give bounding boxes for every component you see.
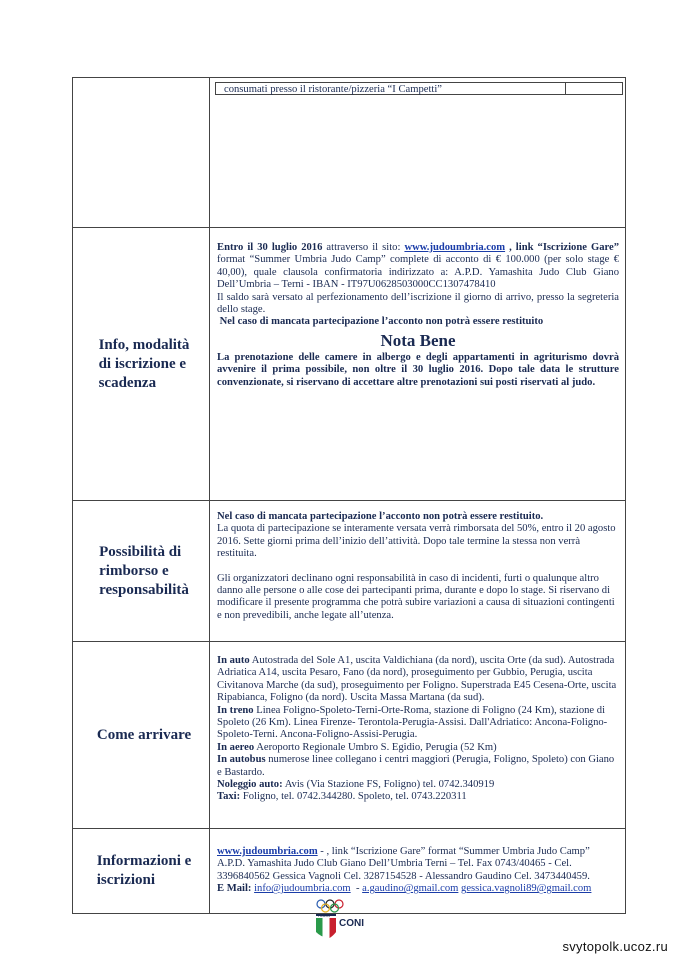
row-come-arrivare: [72, 642, 626, 829]
empty-cell: [565, 83, 622, 94]
paragraph-auto: In auto Autostrada del Sole A1, uscita Valdichiana (da nord), uscita Orte (da sud). Autostrada Adriatica A14, uscita Pesaro, Fano (da nord), proseguimento per Gubbio, Perugia, uscita Civitanova Marche (da sud), proseguimento per Foligno. Superstrada E45 Cesena-Orte, uscita Ripabianca, Foligno (da nord). Uscita Massa Martana (da sud).: [217, 655, 617, 704]
row-label: [73, 829, 210, 913]
judoumbria-link-2[interactable]: www.judoumbria.com: [217, 846, 318, 857]
row-label: [73, 501, 210, 641]
restaurant-box: [215, 82, 623, 95]
watermark: svytopolk.ucoz.ru: [562, 939, 668, 954]
paragraph-organizzatori: Gli organizzatori declinano ogni responsabilità in caso di incidenti, furti o qualunque altro danno alle persone o alle cose dei partecipanti prima, durante e dopo lo stage. Si riservano di modificare il presente programma che potrà subire variazioni a causa di situazioni contingenti e non prevedibili, anche legate all’utenza.: [217, 572, 615, 621]
label-info-iscrizione: Info, modalità di iscrizione e scadenza: [98, 336, 190, 391]
paragraph-taxi: Taxi: Foligno, tel. 0742.344280. Spoleto, tel. 0743.220311: [217, 791, 467, 803]
coni-country: ITALIA: [318, 913, 330, 918]
row-content: [211, 228, 625, 389]
row-rimborso: [72, 501, 626, 642]
row-content: [211, 829, 625, 896]
email-vagnoli-link[interactable]: gessica.vagnoli89@gmail.com: [461, 883, 592, 895]
paragraph-autobus: In autobus numerose linee collegano i centri maggiori (Perugia, Foligno, Spoleto) con Giano e Bastardo.: [217, 754, 615, 778]
paragraph-entro: Entro il 30 luglio 2016 attraverso il sito: www.judoumbria.com , link “Iscrizione Gare” format “Summer Umbria Judo Camp” complete di acconto di € 100.000 (per solo stage € 40,00), quale clausola confirmatoria indirizzato a: A.P.D. Yamashita Judo Club Giano Dell’Umbria – Terni - IBAN - IT97U0628503000CC1307478410: [217, 242, 620, 291]
label-informazioni: Informazioni e iscrizioni: [96, 853, 192, 888]
paragraph-prenotazione: La prenotazione delle camere in albergo e degli appartamenti in agriturismo dovrà avvenire il prima possibile, non oltre il 30 luglio 2016. Dopo tale data le strutture convenzionate, si riservano di accettare altre prenotazioni sui posti riservati al judo.: [217, 351, 619, 388]
row-label-empty: [73, 78, 210, 227]
paragraph-acconto: Nel caso di mancata partecipazione l’acconto non potrà essere restituito: [217, 316, 544, 328]
email-info-link[interactable]: info@judoumbria.com: [254, 883, 351, 895]
email-gaudino-link[interactable]: a.gaudino@gmail.com: [362, 883, 459, 895]
row-content: [211, 642, 625, 804]
coni-text: CONI: [339, 918, 364, 929]
paragraph-saldo: Il saldo sarà versato al perfezionamento dell’iscrizione il giorno di arrivo, presso la segreteria dello stage.: [217, 291, 619, 316]
paragraph-acconto-2: Nel caso di mancata partecipazione l’acconto non potrà essere restituito.: [217, 511, 544, 522]
paragraph-aereo: In aereo Aeroporto Regionale Umbro S. Egidio, Perugia (52 Km): [217, 741, 497, 753]
nota-bene-heading: Nota Bene: [380, 330, 456, 350]
judoumbria-link[interactable]: www.judoumbria.com: [404, 242, 506, 253]
row-content: [211, 501, 625, 622]
paragraph-quota: La quota di partecipazione se interamente versata verrà rimborsata del 50%, entro il 20 agosto 2016. Sette giorni prima dell’inizio dell’attività. Dopo tale termine la stessa non verrà restituita.: [217, 523, 616, 560]
row-continuation: [72, 77, 626, 228]
restaurant-text: consumati presso il ristorante/pizzeria “I Campetti”: [224, 84, 442, 95]
paragraph-noleggio: Noleggio auto: Avis (Via Stazione FS, Foligno) tel. 0742.340919: [217, 779, 495, 791]
paragraph-contacts: A.P.D. Yamashita Judo Club Giano Dell’Umbria Terni – Tel. Fax 0743/40465 - Cel. 3396840562 Gessica Vagnoli Cel. 3287154528 - Alessandro Gaudino Cel. 3473440459.: [217, 858, 590, 882]
row-info-iscrizione: [72, 228, 626, 501]
coni-logo: [314, 898, 364, 944]
label-come-arrivare: Come arrivare: [96, 726, 192, 743]
paragraph-email: E Mail: info@judoumbria.com - a.gaudino@gmail.com gessica.vagnoli89@gmail.com: [217, 883, 592, 895]
row-label: [73, 642, 210, 828]
row-label: [73, 228, 210, 500]
paragraph-treno: In treno Linea Foligno-Spoleto-Terni-Orte-Roma, stazione di Foligno (24 Km), stazione di Spoleto (26 Km). Linea Firenze- Terontola-Perugia-Assisi. Dall'Adriatico: Ancona-Foligno-Spoleto-Terni. Ancona-Foligno-Assisi-Perugia.: [217, 704, 608, 741]
paragraph-link: www.judoumbria.com - , link “Iscrizione Gare” format “Summer Umbria Judo Camp”: [217, 846, 590, 857]
label-rimborso: Possibilità di rimborso e responsabilità: [99, 543, 189, 598]
